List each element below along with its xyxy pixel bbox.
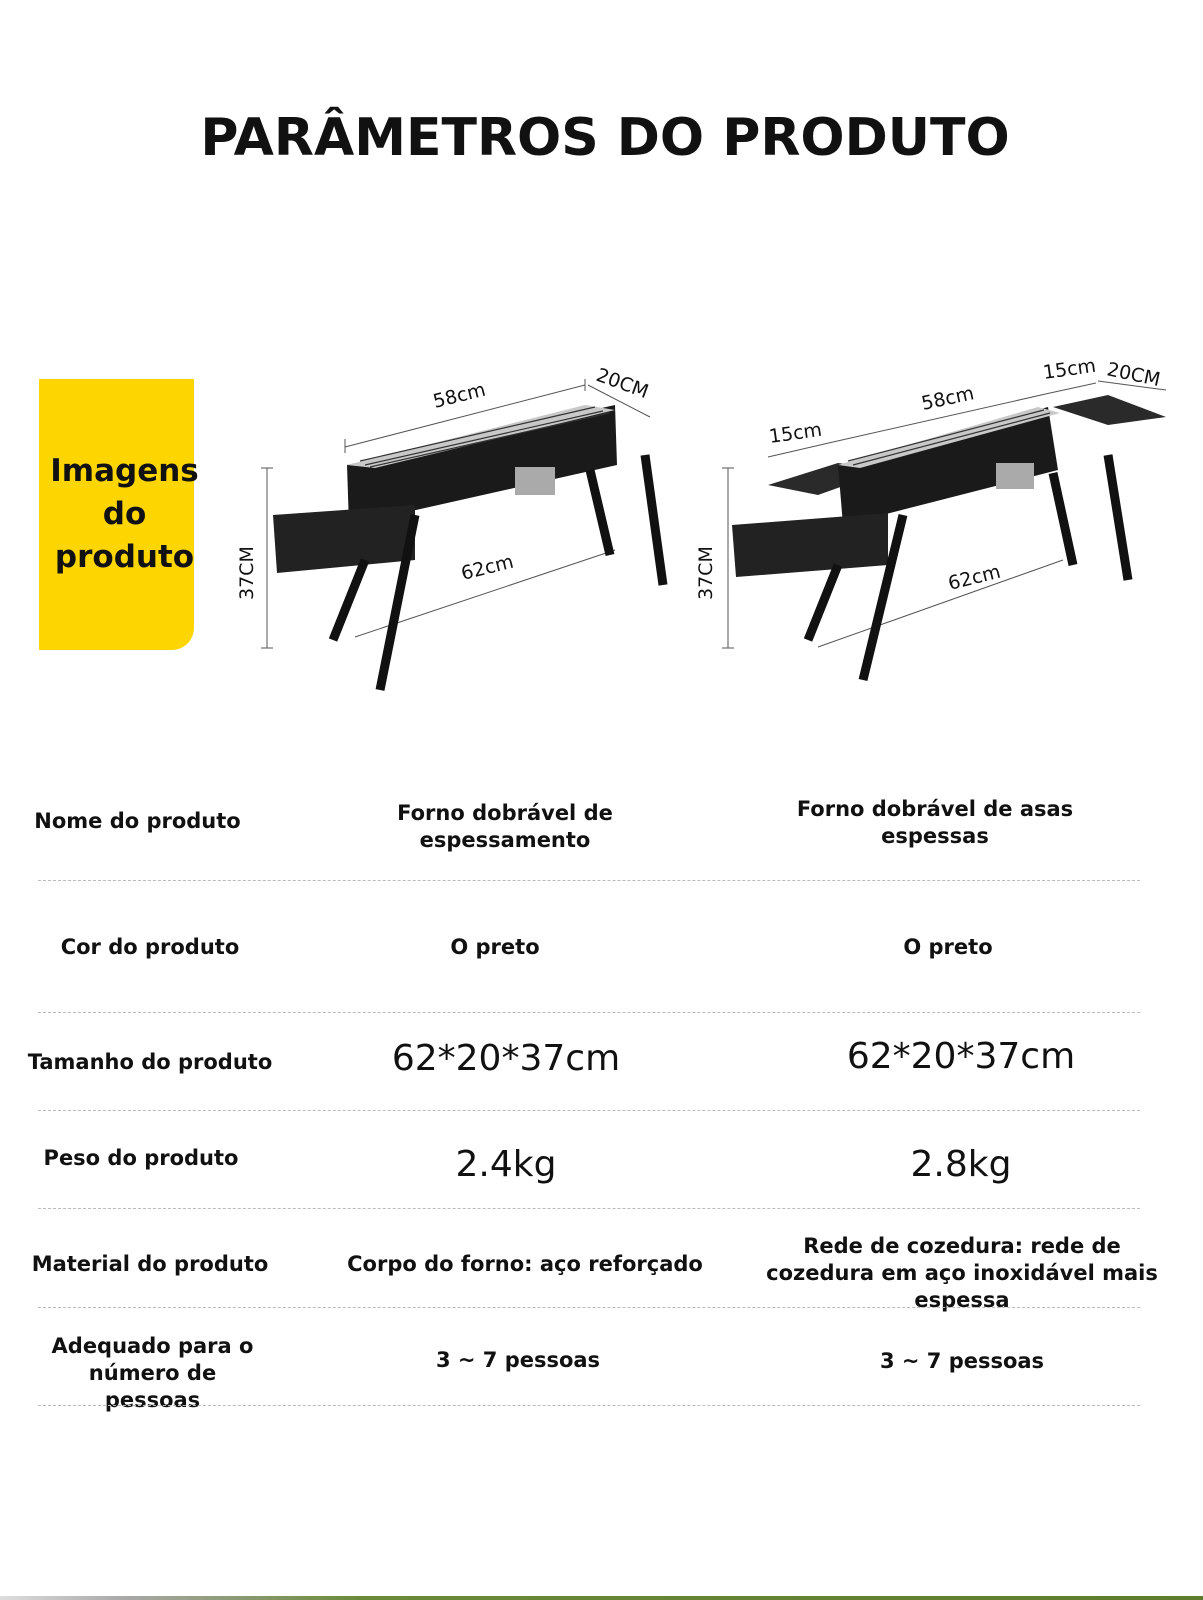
divider [38,880,1140,881]
row-label-size: Tamanho do produto [27,1050,273,1074]
row-weight-b: 2.8kg [910,1144,1012,1185]
row-name-b: Forno dobrável de asas espessas [796,797,1074,848]
images-label-line: Imagens [50,453,199,489]
images-label-line: produto [54,539,195,575]
divider [38,1110,1140,1111]
images-label-line: do [102,496,147,532]
row-label-name: Nome do produto [34,809,241,833]
dim-length: 58cm [430,378,488,413]
dim-width: 62cm [458,550,516,585]
row-label-people: Adequado para o número de pessoas [51,1334,254,1412]
dim-depth: 20CM [593,364,652,404]
row-color-a: O preto [450,935,540,959]
dim-width: 62cm [945,560,1003,595]
images-label-box [39,379,199,650]
row-size-b: 62*20*37cm [846,1036,1076,1077]
product-image-wings [688,355,1178,695]
row-label-material: Material do produto [31,1252,269,1276]
row-color-b: O preto [903,935,993,959]
images-label [42,450,199,579]
page-title: PARÂMETROS DO PRODUTO [200,108,1010,168]
dim-height: 37CM [236,546,258,600]
product-image-standard [225,355,685,705]
row-people-b: 3 ~ 7 pessoas [879,1349,1045,1373]
dim-height: 37CM [695,546,717,600]
dim-wing-right: 15cm [1041,355,1098,384]
dim-wing-left: 15cm [767,418,824,448]
divider [38,1307,1140,1308]
row-label-color: Cor do produto [60,935,240,959]
row-size-a: 62*20*37cm [391,1038,621,1079]
divider [38,1012,1140,1013]
divider [38,1208,1140,1209]
row-people-a: 3 ~ 7 pessoas [435,1348,601,1372]
row-weight-a: 2.4kg [455,1144,557,1185]
row-material-a: Corpo do forno: aço reforçado [347,1252,703,1276]
row-material-b: Rede de cozedura: rede de cozedura em aço inoxidável mais espessa [766,1234,1158,1312]
row-label-weight: Peso do produto [43,1146,239,1170]
row-name-a: Forno dobrável de espessamento [397,801,613,852]
dim-depth: 20CM [1104,358,1163,392]
divider [38,1405,1140,1406]
dim-length: 58cm [919,382,977,415]
footer-image-strip [0,1596,1203,1600]
